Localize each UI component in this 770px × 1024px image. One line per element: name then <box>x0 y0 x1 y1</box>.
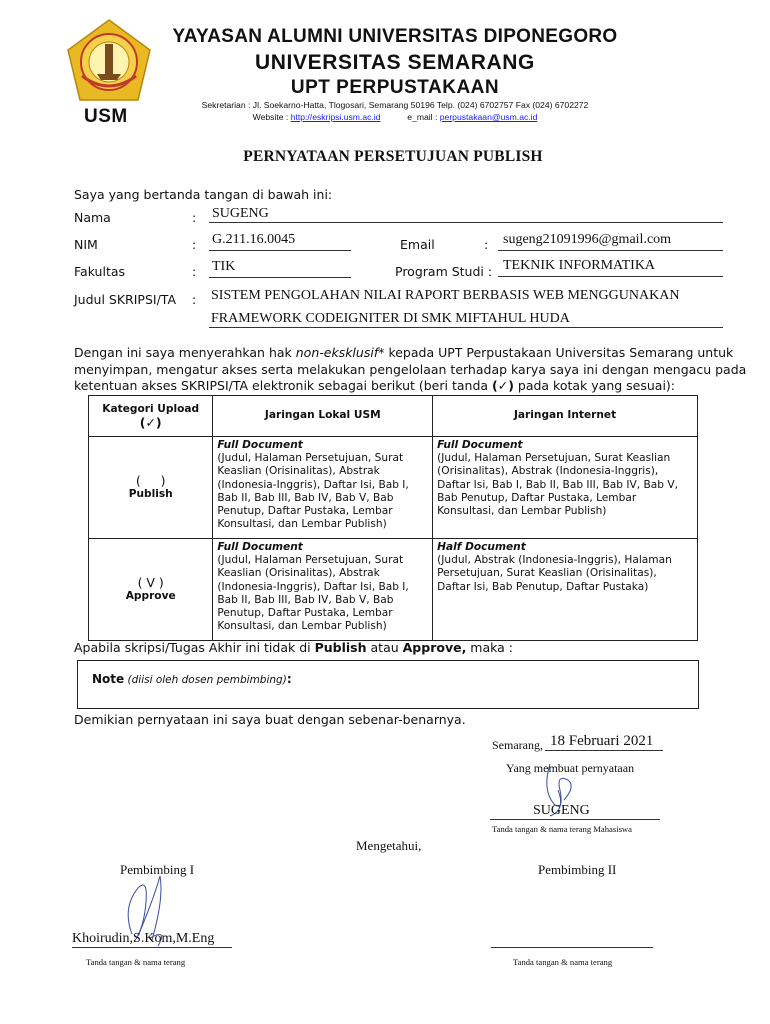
contact-line <box>160 112 630 122</box>
nim-value: G.211.16.0045 <box>212 232 296 247</box>
advisor-1-caption: Tanda tangan & nama terang <box>86 957 186 967</box>
nim-label: NIM <box>74 237 98 252</box>
publish-option[interactable] <box>89 437 213 539</box>
prodi-label: Program Studi : <box>395 264 493 279</box>
email-link[interactable]: perpustakaan@usm.ac.id <box>439 112 538 122</box>
date-line <box>545 750 663 751</box>
made-by-label: Yang membuat pernyataan <box>506 761 635 775</box>
closing-text: Demikian pernyataan ini saya buat dengan sebenar-benarnya. <box>74 712 466 727</box>
advisor-2-title: Pembimbing II <box>538 862 617 877</box>
para-line-1: Dengan ini saya menyerahkan hak non-eksklusif* kepada UPT Perpustakaan Universitas Semarang untuk <box>74 345 734 360</box>
nama-colon: : <box>192 210 197 225</box>
seal-logo-text: USM <box>84 106 128 127</box>
note-box[interactable] <box>77 660 699 709</box>
advisor-1-name: Khoirudin,S.Kom,M.Eng <box>72 931 215 946</box>
nama-line <box>209 222 723 223</box>
advisor-2-line <box>491 947 653 948</box>
fakultas-value: TIK <box>212 259 236 274</box>
header-category: Kategori Upload (✓) <box>89 396 213 437</box>
student-sign-line <box>490 819 660 820</box>
approve-checkbox[interactable]: ( V ) <box>137 575 164 591</box>
signing-date: 18 Februari 2021 <box>550 733 654 749</box>
approve-option[interactable] <box>89 539 213 641</box>
publish-local-cell: Full Document (Judul, Halaman Persetujuan, Surat Keaslian (Orisinalitas), Abstrak (Indonesia-Inggris), Daftar Isi, Bab I, Bab II, Bab III, Bab IV, Bab V, Bab Penutup, Daftar Pustaka, Lembar Konsultasi, dan Lembar Publish) <box>213 437 433 539</box>
fakultas-colon: : <box>192 264 197 279</box>
email-line <box>498 250 723 251</box>
prodi-value: TEKNIK INFORMATIKA <box>503 258 656 273</box>
document-title: PERNYATAAN PERSETUJUAN PUBLISH <box>243 148 543 165</box>
student-name: SUGENG <box>533 803 590 818</box>
email-label: Email <box>400 237 435 252</box>
header-local: Jaringan Lokal USM <box>213 396 433 437</box>
prodi-line <box>498 276 723 277</box>
email-label: e_mail : <box>407 112 440 122</box>
para-line-3: ketentuan akses SKRIPSI/TA elektronik sebagai berikut (beri tanda (✓) pada kotak yang sesuai): <box>74 378 676 393</box>
after-table-text: Apabila skripsi/Tugas Akhir ini tidak di Publish atau Approve, maka : <box>74 640 514 655</box>
approve-internet-cell: Half Document (Judul, Abstrak (Indonesia-Inggris), Halaman Persetujuan, Surat Keaslian (Orisinalitas), Daftar Isi, Bab Penutup, Daftar Pustaka) <box>433 539 698 641</box>
acknowledged-label: Mengetahui, <box>356 838 422 853</box>
publish-internet-cell: Full Document (Judul, Halaman Persetujuan, Surat Keaslian (Orisinalitas), Abstrak (Indonesia-Inggris), Daftar Isi, Bab I, Bab II, Bab III, Bab IV, Bab V, Bab Penutup, Daftar Pustaka, Lembar Konsultasi, dan Lembar Publish) <box>433 437 698 539</box>
nim-line <box>209 250 351 251</box>
nim-colon: : <box>192 237 197 252</box>
judul-line-1: SISTEM PENGOLAHAN NILAI RAPORT BERBASIS WEB MENGGUNAKAN <box>211 288 680 303</box>
para-line-2: menyimpan, mengatur akses serta melakukan pengelolaan terhadap karya saya ini dengan mengacu pada <box>74 361 747 377</box>
note-heading: Note (diisi oleh dosen pembimbing): <box>92 672 292 686</box>
upload-category-table <box>88 395 698 641</box>
judul-underline <box>209 327 723 328</box>
signing-place: Semarang, <box>492 738 543 752</box>
university-seal <box>62 16 157 116</box>
email-value: sugeng21091996@gmail.com <box>503 232 672 247</box>
unit-name: UPT PERPUSTAKAAN <box>290 77 500 98</box>
approve-label: Approve <box>125 589 176 602</box>
website-label: Website : <box>252 112 291 122</box>
foundation-name: YAYASAN ALUMNI UNIVERSITAS DIPONEGORO <box>172 26 618 47</box>
nama-value: SUGENG <box>212 206 269 221</box>
intro-text: Saya yang bertanda tangan di bawah ini: <box>74 187 333 202</box>
advisor-1-line <box>72 947 232 948</box>
judul-label: Judul SKRIPSI/TA <box>74 292 177 307</box>
publish-label: Publish <box>128 487 173 500</box>
student-caption: Tanda tangan & nama terang Mahasiswa <box>492 824 632 834</box>
email-colon: : <box>484 237 489 252</box>
rights-paragraph <box>74 345 747 395</box>
address-line: Sekretarian : Jl. Soekarno-Hatta, Tlogosari, Semarang 50196 Telp. (024) 6702757 Fax (024) 6702272 <box>201 100 589 110</box>
fakultas-line <box>209 277 351 278</box>
approve-local-cell: Full Document (Judul, Halaman Persetujuan, Surat Keaslian (Orisinalitas), Abstrak (Indonesia-Inggris), Daftar Isi, Bab I, Bab II, Bab III, Bab IV, Bab V, Bab Penutup, Daftar Pustaka, Lembar Konsultasi, dan Lembar Publish) <box>213 539 433 641</box>
fakultas-label: Fakultas <box>74 264 126 279</box>
advisor-1-title: Pembimbing I <box>120 862 195 877</box>
header-internet: Jaringan Internet <box>433 396 698 437</box>
nama-label: Nama <box>74 210 111 225</box>
advisor-2-caption: Tanda tangan & nama terang <box>513 957 613 967</box>
publish-checkbox[interactable]: ( ) <box>135 473 166 489</box>
website-link[interactable]: http://eskripsi.usm.ac.id <box>290 112 381 122</box>
judul-line-2: FRAMEWORK CODEIGNITER DI SMK MIFTAHUL HUDA <box>211 311 570 326</box>
judul-colon: : <box>192 292 197 307</box>
university-name: UNIVERSITAS SEMARANG <box>255 51 535 74</box>
